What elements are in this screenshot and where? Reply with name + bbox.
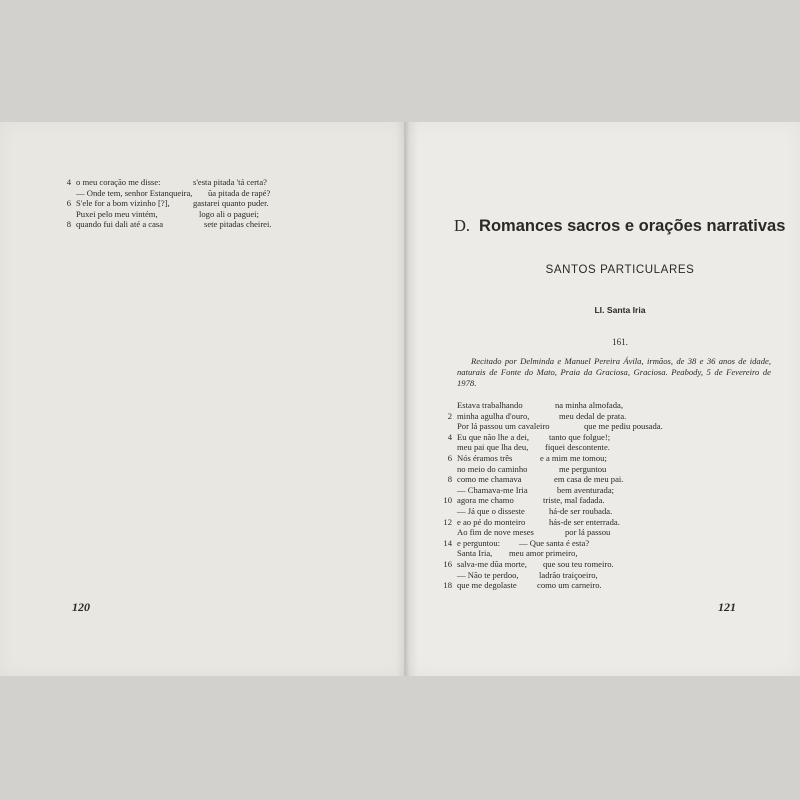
verse-line [443, 464, 663, 475]
verse-line [443, 517, 663, 528]
section-title: Romances sacros e orações narrativas [479, 217, 786, 235]
first-hemistich: — Não te perdoo, [457, 569, 519, 580]
line-number: 6 [447, 452, 452, 463]
second-hemistich: sete pitadas cheirei. [204, 219, 272, 230]
verse-line [443, 400, 663, 411]
second-hemistich: logo ali o paguei; [199, 208, 259, 219]
verse-line [443, 559, 663, 570]
page-number-right: 121 [718, 600, 736, 614]
second-hemistich: triste, mal fadada. [543, 495, 605, 506]
second-hemistich: — Que santa é esta? [519, 537, 590, 548]
first-hemistich: e perguntou: [457, 537, 501, 548]
verse-line [443, 442, 663, 453]
first-hemistich: Nós éramos três [457, 452, 513, 463]
line-number: 6 [66, 198, 71, 209]
verse-line [443, 474, 663, 485]
first-hemistich: e ao pé do monteiro [457, 516, 526, 527]
second-hemistich: fiquei descontente. [545, 442, 610, 453]
verse-line [62, 177, 272, 188]
line-number [443, 400, 457, 411]
first-hemistich: no meio do caminho [457, 463, 528, 474]
first-hemistich: — Chamava-me Iria [457, 484, 528, 495]
line-number [443, 464, 457, 475]
first-hemistich: Eu que não lhe a dei, [457, 431, 530, 442]
verse-line [443, 485, 663, 496]
line-number [443, 421, 457, 432]
second-hemistich: em casa de meu pai. [554, 474, 624, 485]
verse-line [443, 453, 663, 464]
second-hemistich: bem aventurada; [557, 484, 615, 495]
section-letter: D. [454, 216, 471, 235]
verse-line [443, 580, 663, 591]
second-hemistich: por lá passou [565, 527, 611, 538]
first-hemistich: Por lá passou um cavaleiro [457, 421, 550, 432]
line-number: 12 [443, 516, 452, 527]
line-number [443, 442, 457, 453]
line-number: 4 [66, 177, 71, 187]
line-number [443, 506, 457, 517]
right-stanza [443, 400, 663, 591]
left-stanza [62, 177, 272, 230]
second-hemistich: meu amor primeiro, [509, 548, 578, 559]
first-hemistich: agora me chamo [457, 495, 514, 506]
verse-line [443, 506, 663, 517]
verse-line [443, 548, 663, 559]
poem-title: LI. Santa Iria [594, 305, 646, 315]
line-number: 14 [443, 537, 452, 548]
second-hemistich: e a mim me tomou; [540, 452, 607, 463]
verse-line [62, 219, 272, 230]
second-hemistich: meu dedal de prata. [559, 410, 627, 421]
second-hemistich: gastarei quanto puder. [193, 198, 269, 209]
recital-note: Recitado por Delminda e Manuel Pereira Ávila, irmãos, de 38 e 36 anos de idade, naturais de Fonte do Mato, Praia da Graciosa, Graciosa. Peabody, 5 de Fevereiro de 1978. [457, 356, 771, 388]
second-hemistich: hás-de ser enterrada. [549, 516, 620, 527]
book-gutter [396, 122, 418, 676]
second-hemistich: há-de ser roubada. [549, 505, 613, 516]
verse-line [443, 527, 663, 538]
verse-line [443, 538, 663, 549]
line-number: 10 [443, 495, 452, 506]
second-hemistich: me perguntou [559, 463, 607, 474]
verse-line [62, 198, 272, 209]
first-hemistich: o meu coração me disse: [76, 177, 161, 187]
first-hemistich: que me degolaste [457, 580, 517, 591]
line-number [443, 485, 457, 496]
first-hemistich: Santa Iria, [457, 548, 493, 559]
verse-line [443, 421, 663, 432]
second-hemistich: como um carneiro. [537, 580, 602, 591]
right-page [406, 122, 800, 676]
verse-line [443, 411, 663, 422]
line-number [62, 209, 76, 220]
line-number [443, 570, 457, 581]
line-number: 4 [447, 431, 452, 442]
first-hemistich: — Já que o disseste [457, 505, 525, 516]
first-hemistich: Ao fim de nove meses [457, 527, 534, 538]
verse-line [62, 209, 272, 220]
second-hemistich: que me pediu pousada. [584, 421, 663, 432]
verse-line [62, 188, 272, 199]
second-hemistich: tanto que folgue!; [549, 431, 611, 442]
second-hemistich: ladrão traiçoeiro, [539, 569, 598, 580]
line-number: 16 [443, 558, 452, 569]
first-hemistich: quando fui dali até a casa [76, 219, 164, 230]
line-number [443, 548, 457, 559]
line-number: 8 [66, 219, 71, 230]
second-hemistich: ũa pitada de rapé? [208, 187, 271, 198]
second-hemistich: na minha almofada, [555, 400, 624, 410]
first-hemistich: Puxei pelo meu vintém, [76, 208, 158, 219]
verse-line [443, 432, 663, 443]
page-number-left: 120 [72, 600, 90, 614]
line-number [443, 527, 457, 538]
first-hemistich: S'ele for a bom vizinho [?], [76, 198, 170, 209]
line-number: 18 [443, 580, 452, 591]
subsection-title: SANTOS PARTICULARES [545, 264, 695, 276]
second-hemistich: que sou teu romeiro. [543, 558, 614, 569]
first-hemistich: salva-me dũa morte, [457, 558, 527, 569]
poem-number: 161. [612, 337, 628, 347]
line-number [62, 188, 76, 199]
first-hemistich: como me chamava [457, 474, 522, 485]
first-hemistich: — Onde tem, senhor Estanqueira, [76, 187, 193, 198]
second-hemistich: s'esta pitada 'tá certa? [193, 177, 267, 187]
line-number: 2 [447, 410, 452, 421]
verse-line [443, 495, 663, 506]
first-hemistich: Estava trabalhando [457, 400, 523, 410]
first-hemistich: minha agulha d'ouro, [457, 410, 530, 421]
first-hemistich: meu pai que lha deu, [457, 442, 529, 453]
section-heading [454, 216, 785, 236]
line-number: 8 [447, 474, 452, 485]
verse-line [443, 570, 663, 581]
